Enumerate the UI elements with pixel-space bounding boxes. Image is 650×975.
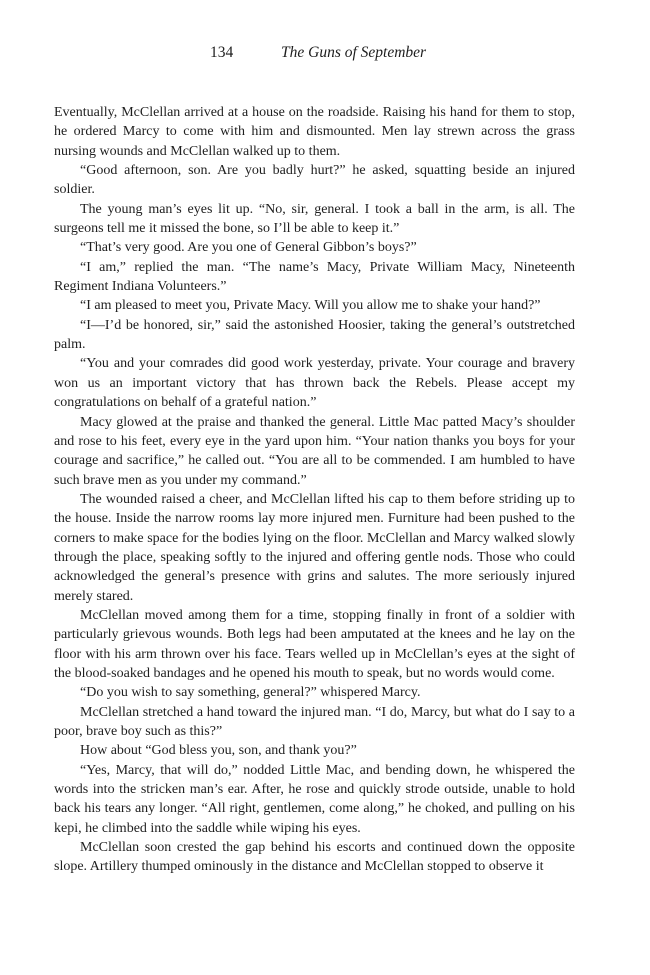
paragraph: “That’s very good. Are you one of General Gibbon’s boys?”: [80, 240, 417, 256]
paragraph: McClellan stretched a hand toward the injured man. “I do, Marcy, but what do I say to a poor, brave boy such as this?”: [54, 704, 575, 739]
paragraph: McClellan moved among them for a time, stopping finally in front of a soldier with particularly grievous wounds. Both legs had been amputated at the knees and he lay on the floor with his arm thrown over his face. Tears welled up in McClellan’s eyes at the sight of the blood-soaked bandages and he opened his mouth to speak, but no words would come.: [54, 607, 575, 681]
paragraph: “I am,” replied the man. “The name’s Macy, Private William Macy, Nineteenth Regiment Indiana Volunteers.”: [54, 259, 575, 295]
running-header: [0, 44, 650, 68]
paragraph: How about “God bless you, son, and thank you?”: [80, 743, 357, 759]
paragraph: “You and your comrades did good work yesterday, private. Your courage and bravery won us an important victory that has thrown back the Rebels. Please accept my congratulations on behalf of a grateful nation.”: [54, 356, 575, 411]
paragraph: McClellan soon crested the gap behind his escorts and continued down the opposite slope. Artillery thumped ominously in the distance and McClellan stopped to observe it: [54, 840, 575, 875]
paragraph: Eventually, McClellan arrived at a house on the roadside. Raising his hand for them to stop, he ordered Marcy to come with him and dismounted. Men lay strewn across the grass nursing wounds and McClellan walked up to them.: [54, 105, 575, 159]
paragraph: The wounded raised a cheer, and McClellan lifted his cap to them before striding up to the house. Inside the narrow rooms lay more injured men. Furniture had been pushed to the corners to make space for the bodies lying on the floor. McClellan and Marcy walked slowly through the place, speaking softly to the injured and offering gentle nods. Those who could acknowledged the general’s presence with grins and salutes. The more seriously injured merely stared.: [54, 491, 575, 604]
body-text: [54, 103, 575, 877]
page-number: 134: [210, 44, 234, 61]
paragraph: “Yes, Marcy, that will do,” nodded Little Mac, and bending down, he whispered the words into the stricken man’s ear. After, he rose and quickly strode outside, unable to hold back his tears any longer. “All right, gentlemen, come along,” he choked, and pulling on his kepi, he climbed into the saddle while wiping his eyes.: [54, 762, 575, 836]
paragraph: “Do you wish to say something, general?” whispered Marcy.: [80, 685, 421, 701]
paragraph: “I am pleased to meet you, Private Macy. Will you allow me to shake your hand?”: [80, 298, 541, 314]
paragraph: Macy glowed at the praise and thanked the general. Little Mac patted Macy’s shoulder and rose to his feet, every eye in the yard upon him. “Your nation thanks you boys for your courage and sacrifice,” he called out. “You are all to be commended. I am humbled to have such brave men as you under my command.”: [54, 414, 575, 488]
paragraph: The young man’s eyes lit up. “No, sir, general. I took a ball in the arm, is all. The surgeons tell me it missed the bone, so I’ll be able to keep it.”: [54, 201, 575, 237]
paragraph: “I—I’d be honored, sir,” said the astonished Hoosier, taking the general’s outstretched palm.: [54, 317, 575, 353]
paragraph: “Good afternoon, son. Are you badly hurt?” he asked, squatting beside an injured soldier.: [54, 163, 575, 198]
book-title: The Guns of September: [281, 44, 427, 61]
